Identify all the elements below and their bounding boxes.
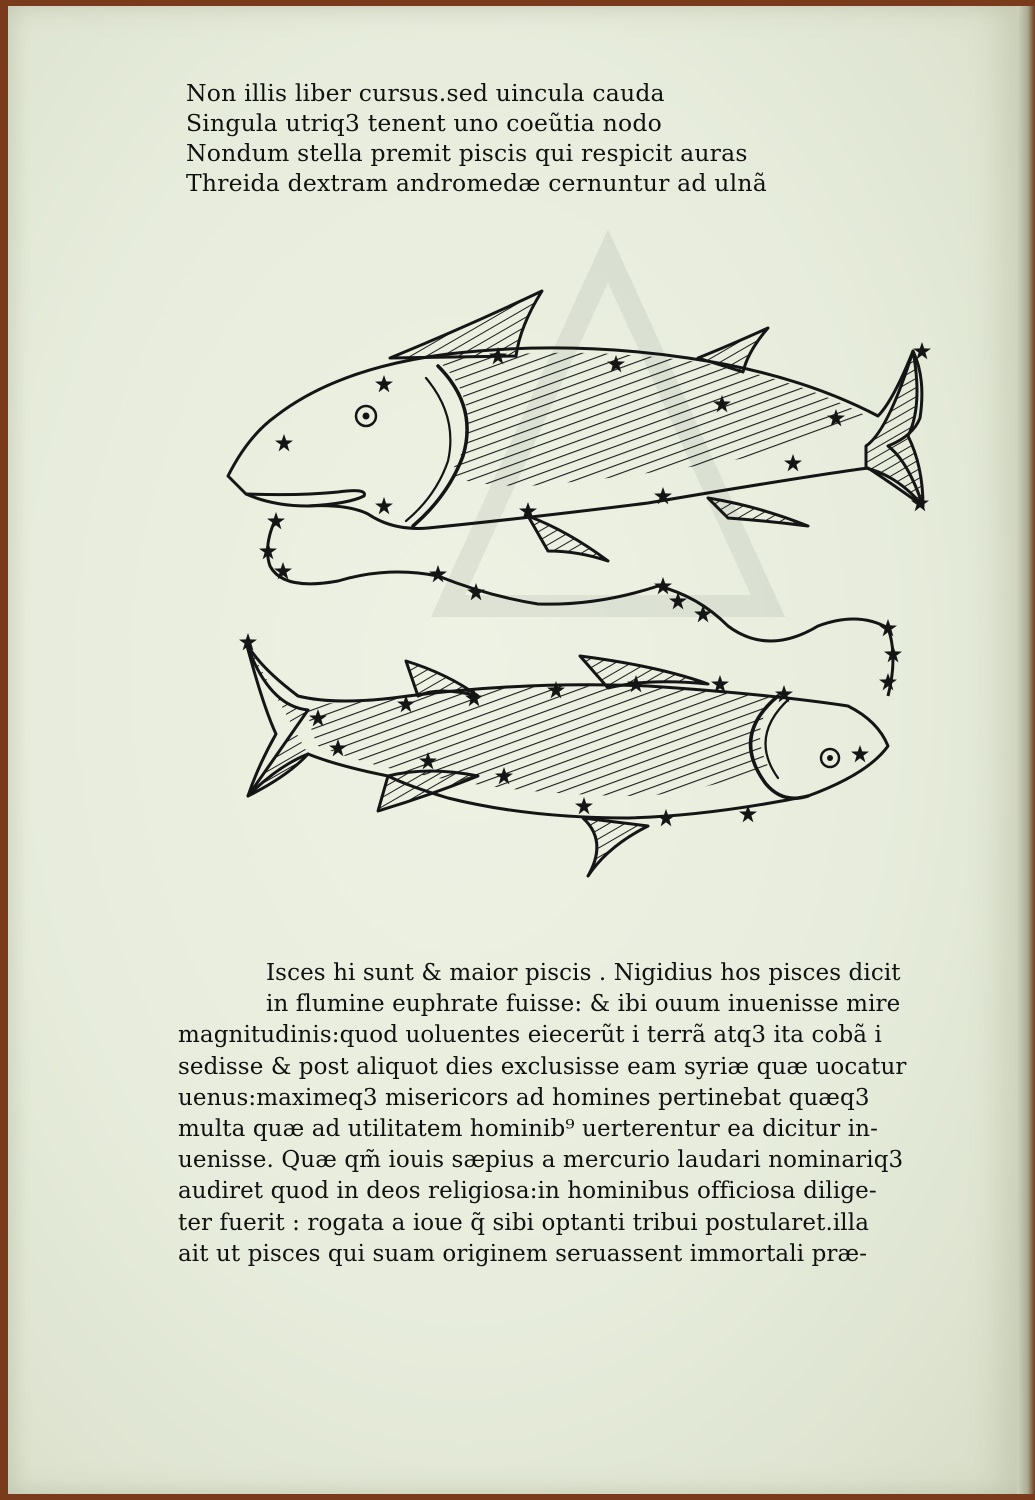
prose-line: sedisse & post aliquot dies exclusisse eam syriæ quæ uocatur xyxy=(178,1053,907,1080)
prose-line: magnitudinis:quod uoluentes eiecerũt i terrã atq3 ita cobã i xyxy=(178,1022,882,1049)
prose-line: in flumine euphrate fuisse: & ibi ouum inuenisse mire xyxy=(266,991,901,1018)
verse-line: Singula utriq3 tenent uno coeũtia nodo xyxy=(186,109,662,137)
prose-line: uenisse. Quæ qm̃ iouis sæpius a mercurio laudari nominariq3 xyxy=(178,1147,904,1174)
prose-line: ter fuerit : rogata a ioue q̃ sibi optanti tribui postularet.illa xyxy=(178,1209,870,1236)
prose-line: audiret quod in deos religiosa:in hominibus officiosa dilige- xyxy=(178,1178,877,1205)
prose-line: ait ut pisces qui suam originem seruassent immortali præ- xyxy=(178,1240,868,1267)
commentary-text xyxy=(178,958,958,1270)
pisces-woodcut xyxy=(8,6,1018,926)
prose-line: uenus:maximeq3 misericors ad homines pertinebat quæq3 xyxy=(178,1084,870,1111)
prose-line: multa quæ ad utilitatem hominib⁹ uerterentur ea dicitur in- xyxy=(178,1116,878,1143)
prose-line: Isces hi sunt & maior piscis . Nigidius hos pisces dicit xyxy=(266,960,901,986)
verse-line: Nondum stella premit piscis qui respicit auras xyxy=(186,139,748,167)
verse-line: Non illis liber cursus.sed uincula cauda xyxy=(186,79,665,107)
verse-line: Threida dextram andromedæ cernuntur ad ulnã xyxy=(186,169,767,197)
page-edge xyxy=(1017,6,1035,1494)
book-page xyxy=(8,6,1020,1494)
lower-fish xyxy=(246,642,888,876)
